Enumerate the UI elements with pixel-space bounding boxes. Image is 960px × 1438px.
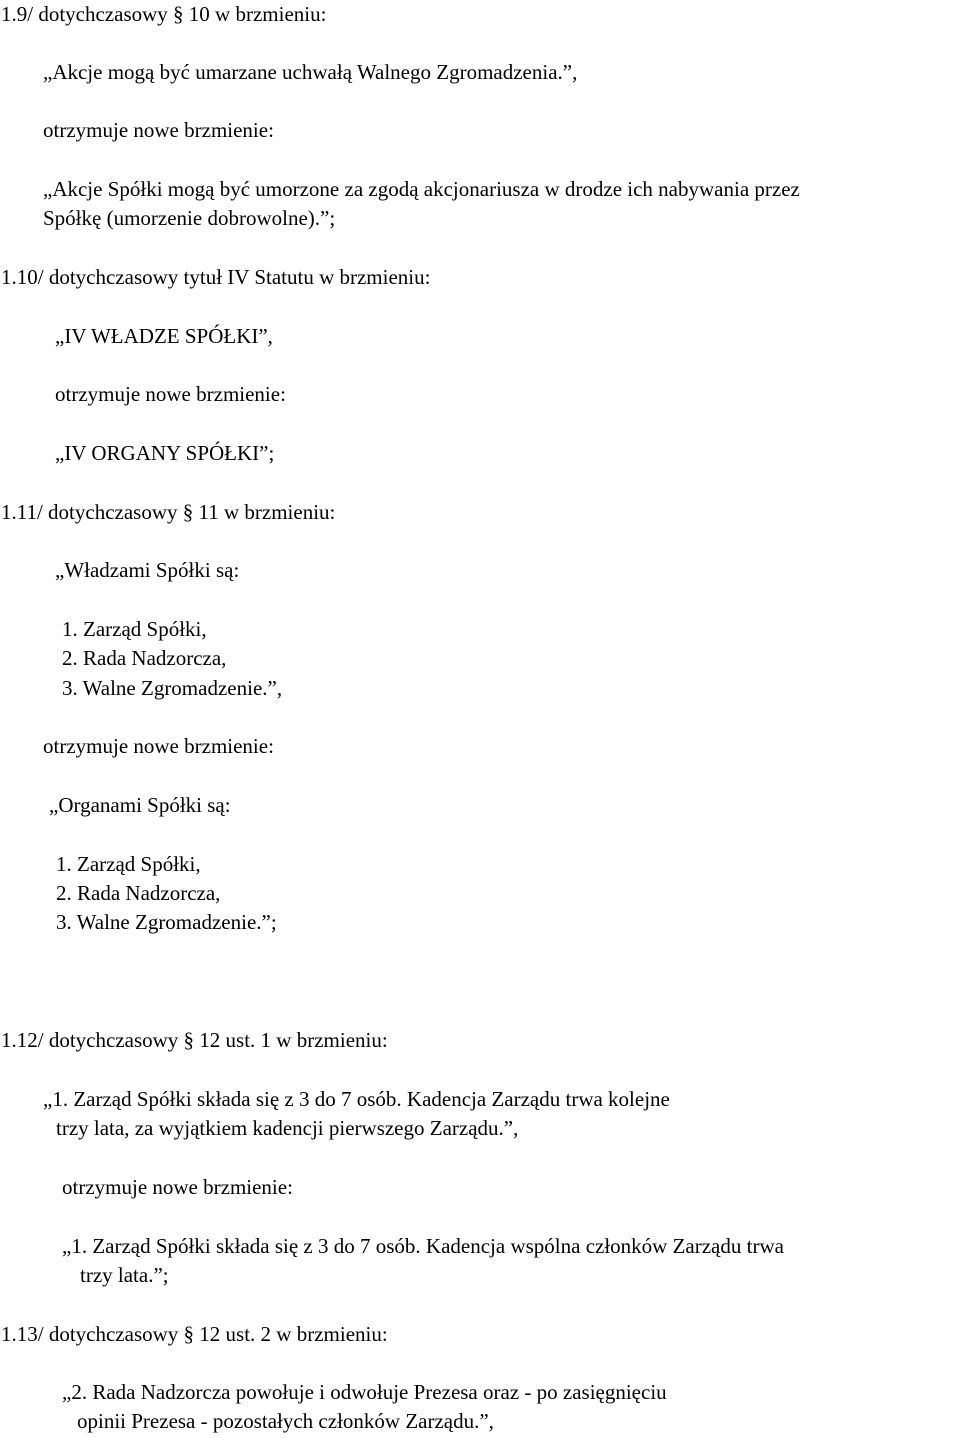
amendment-1-10-heading: 1.10/ dotychczasowy tytuł IV Statutu w brzmieniu: xyxy=(1,265,431,289)
new-wording-label: otrzymuje nowe brzmienie: xyxy=(62,1175,293,1199)
list-item: 1. Zarząd Spółki, xyxy=(56,852,201,876)
amendment-1-13-heading: 1.13/ dotychczasowy § 12 ust. 2 w brzmieniu: xyxy=(1,1322,388,1346)
quote-old-text: „Akcje mogą być umarzane uchwałą Walnego Zgromadzenia.”, xyxy=(43,60,578,84)
quote-new-text-line-1: „Akcje Spółki mogą być umorzone za zgodą akcjonariusza w drodze ich nabywania przez xyxy=(43,177,800,201)
quote-old-intro: „Władzami Spółki są: xyxy=(55,558,240,582)
quote-new-intro: „Organami Spółki są: xyxy=(49,793,231,817)
list-item: 3. Walne Zgromadzenie.”; xyxy=(56,910,277,934)
quote-old-text-line-2: opinii Prezesa - pozostałych członków Zarządu.”, xyxy=(77,1409,494,1433)
new-wording-label: otrzymuje nowe brzmienie: xyxy=(43,734,274,758)
quote-new-text-line-2: Spółkę (umorzenie dobrowolne).”; xyxy=(43,206,336,230)
new-wording-label: otrzymuje nowe brzmienie: xyxy=(43,118,274,142)
quote-new-title: „IV ORGANY SPÓŁKI”; xyxy=(55,441,275,465)
list-item: 3. Walne Zgromadzenie.”, xyxy=(62,676,283,700)
list-item: 1. Zarząd Spółki, xyxy=(62,617,207,641)
new-wording-label: otrzymuje nowe brzmienie: xyxy=(55,382,286,406)
quote-new-text-line-2: trzy lata.”; xyxy=(80,1263,169,1287)
quote-old-text-line-2: trzy lata, za wyjątkiem kadencji pierwszego Zarządu.”, xyxy=(56,1116,519,1140)
amendment-1-9-heading: 1.9/ dotychczasowy § 10 w brzmieniu: xyxy=(1,2,327,26)
quote-new-text-line-1: „1. Zarząd Spółki składa się z 3 do 7 osób. Kadencja wspólna członków Zarządu trwa xyxy=(62,1234,784,1258)
quote-old-text-line-1: „2. Rada Nadzorcza powołuje i odwołuje Prezesa oraz - po zasięgnięciu xyxy=(62,1380,667,1404)
quote-old-title: „IV WŁADZE SPÓŁKI”, xyxy=(55,324,273,348)
quote-old-text-line-1: „1. Zarząd Spółki składa się z 3 do 7 osób. Kadencja Zarządu trwa kolejne xyxy=(43,1087,670,1111)
amendment-1-11-heading: 1.11/ dotychczasowy § 11 w brzmieniu: xyxy=(1,500,336,524)
amendment-1-12-heading: 1.12/ dotychczasowy § 12 ust. 1 w brzmieniu: xyxy=(1,1028,388,1052)
list-item: 2. Rada Nadzorcza, xyxy=(56,881,221,905)
list-item: 2. Rada Nadzorcza, xyxy=(62,646,227,670)
